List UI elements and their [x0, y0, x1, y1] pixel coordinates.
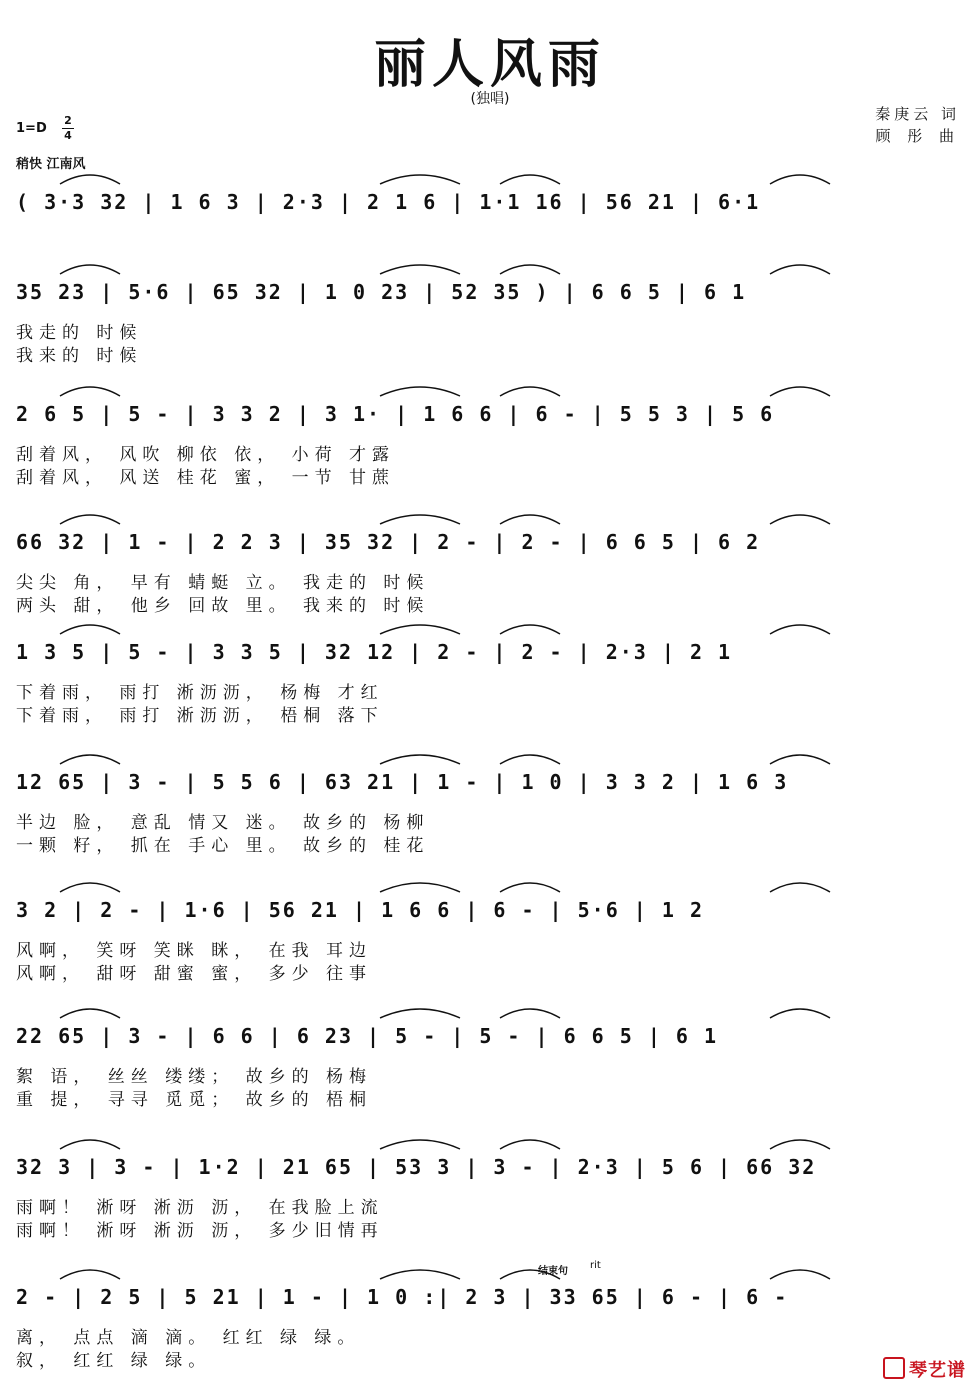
- slur: [380, 387, 460, 396]
- slur: [60, 625, 120, 634]
- slur: [60, 1270, 120, 1279]
- lyric-verse-1: 半边 脸， 意乱 情又 迷。 故乡的 杨柳: [16, 813, 430, 833]
- slur: [500, 883, 560, 892]
- slur-marks: [0, 164, 980, 188]
- slur-marks: [0, 1129, 980, 1153]
- slur: [380, 175, 460, 184]
- notation-line: 1 3 5 | 5 - | 3 3 5 | 32 12 | 2 - | 2 - | 2·3 | 2 1: [16, 640, 733, 664]
- lyric-verse-2: 风啊， 甜呀 甜蜜 蜜， 多少 往事: [16, 964, 373, 984]
- slur: [380, 1009, 460, 1018]
- lyric-verse-2: 雨啊！ 淅呀 淅沥 沥， 多少旧情再: [16, 1221, 384, 1241]
- slur: [380, 265, 460, 274]
- slur: [770, 1009, 830, 1018]
- notation-line: ( 3·3 32 | 1 6 3 | 2·3 | 2 1 6 | 1·1 16 | 56 21 | 6·1: [16, 190, 761, 214]
- time-denominator: 4: [64, 129, 72, 142]
- logo-text: 琴艺谱: [909, 1360, 966, 1381]
- key-signature: 1=D: [16, 121, 47, 136]
- lyric-verse-2: 两头 甜， 他乡 回故 里。 我来的 时候: [16, 596, 430, 616]
- slur: [380, 1140, 460, 1149]
- ritardando-mark: rit: [590, 1260, 601, 1271]
- time-signature: [62, 115, 74, 142]
- slur: [60, 265, 120, 274]
- slur-marks: [0, 744, 980, 768]
- slur-marks: [0, 1259, 980, 1283]
- slur: [380, 625, 460, 634]
- lyric-verse-1: 风啊， 笑呀 笑眯 眯， 在我 耳边: [16, 941, 373, 961]
- slur: [380, 883, 460, 892]
- lyric-verse-1: 絮 语， 丝丝 缕缕； 故乡的 杨梅: [16, 1067, 373, 1087]
- notation-line: 32 3 | 3 - | 1·2 | 21 65 | 53 3 | 3 - | 2·3 | 5 6 | 66 32: [16, 1155, 817, 1179]
- lyric-verse-2: 叙， 红红 绿 绿。: [16, 1351, 212, 1371]
- site-logo: [883, 1356, 966, 1382]
- notation-line: 22 65 | 3 - | 6 6 | 6 23 | 5 - | 5 - | 6 6 5 | 6 1: [16, 1024, 719, 1048]
- slur: [770, 883, 830, 892]
- lyricist-credit: 秦庚云 词: [875, 105, 960, 123]
- slur: [60, 1009, 120, 1018]
- time-numerator: 2: [64, 114, 72, 127]
- lyric-verse-2: 我来的 时候: [16, 346, 143, 366]
- slur: [770, 1270, 830, 1279]
- slur: [380, 515, 460, 524]
- lyric-verse-2: 下着雨， 雨打 淅沥沥， 梧桐 落下: [16, 706, 384, 726]
- slur: [770, 755, 830, 764]
- slur: [60, 755, 120, 764]
- slur: [770, 1140, 830, 1149]
- slur: [500, 625, 560, 634]
- slur-marks: [0, 998, 980, 1022]
- lyric-verse-2: 一颗 籽， 抓在 手心 里。 故乡的 桂花: [16, 836, 430, 856]
- slur-marks: [0, 872, 980, 896]
- lyric-verse-2: 重 提， 寻寻 觅觅； 故乡的 梧桐: [16, 1090, 373, 1110]
- notation-line: 2 6 5 | 5 - | 3 3 2 | 3 1· | 1 6 6 | 6 - | 5 5 3 | 5 6: [16, 402, 775, 426]
- notation-line: 66 32 | 1 - | 2 2 3 | 35 32 | 2 - | 2 - | 6 6 5 | 6 2: [16, 530, 761, 554]
- notation-line: 35 23 | 5·6 | 65 32 | 1 0 23 | 52 35 ) | 6 6 5 | 6 1: [16, 280, 747, 304]
- slur-marks: [0, 254, 980, 278]
- coda-label: 结束句: [538, 1266, 568, 1277]
- slur: [770, 175, 830, 184]
- slur: [770, 625, 830, 634]
- slur: [500, 755, 560, 764]
- slur: [60, 1140, 120, 1149]
- lyric-verse-1: 下着雨， 雨打 淅沥沥， 杨梅 才红: [16, 683, 384, 703]
- slur: [60, 515, 120, 524]
- slur: [500, 1009, 560, 1018]
- notation-line: 2 - | 2 5 | 5 21 | 1 - | 1 0 :| 2 3 | 33 65 | 6 - | 6 -: [16, 1285, 789, 1309]
- slur-marks: [0, 376, 980, 400]
- tempo-marking: 稍快 江南风: [16, 157, 86, 172]
- slur-marks: [0, 504, 980, 528]
- song-title: 丽人风雨: [373, 35, 606, 95]
- lyric-verse-1: 刮着风， 风吹 柳依 依， 小荷 才露: [16, 445, 396, 465]
- logo-icon: [883, 1357, 905, 1379]
- notation-line: 3 2 | 2 - | 1·6 | 56 21 | 1 6 6 | 6 - | 5·6 | 1 2: [16, 898, 705, 922]
- slur: [770, 515, 830, 524]
- performance-note: (独唱): [470, 91, 510, 107]
- slur: [500, 515, 560, 524]
- lyric-verse-1: 雨啊！ 淅呀 淅沥 沥， 在我脸上流: [16, 1198, 384, 1218]
- slur: [770, 387, 830, 396]
- composer-credit: 顾 彤 曲: [875, 127, 960, 145]
- slur: [60, 387, 120, 396]
- slur-marks: [0, 614, 980, 638]
- notation-line: 12 65 | 3 - | 5 5 6 | 63 21 | 1 - | 1 0 | 3 3 2 | 1 6 3: [16, 770, 789, 794]
- slur: [500, 1140, 560, 1149]
- slur: [60, 175, 120, 184]
- lyric-verse-1: 我走的 时候: [16, 323, 143, 343]
- slur: [60, 883, 120, 892]
- slur: [500, 265, 560, 274]
- slur: [500, 175, 560, 184]
- slur: [380, 1270, 460, 1279]
- slur: [500, 387, 560, 396]
- slur: [770, 265, 830, 274]
- slur: [380, 755, 460, 764]
- lyric-verse-1: 尖尖 角， 早有 蜻蜓 立。 我走的 时候: [16, 573, 430, 593]
- lyric-verse-1: 离， 点点 滴 滴。 红红 绿 绿。: [16, 1328, 361, 1348]
- lyric-verse-2: 刮着风， 风送 桂花 蜜， 一节 甘蔗: [16, 468, 396, 488]
